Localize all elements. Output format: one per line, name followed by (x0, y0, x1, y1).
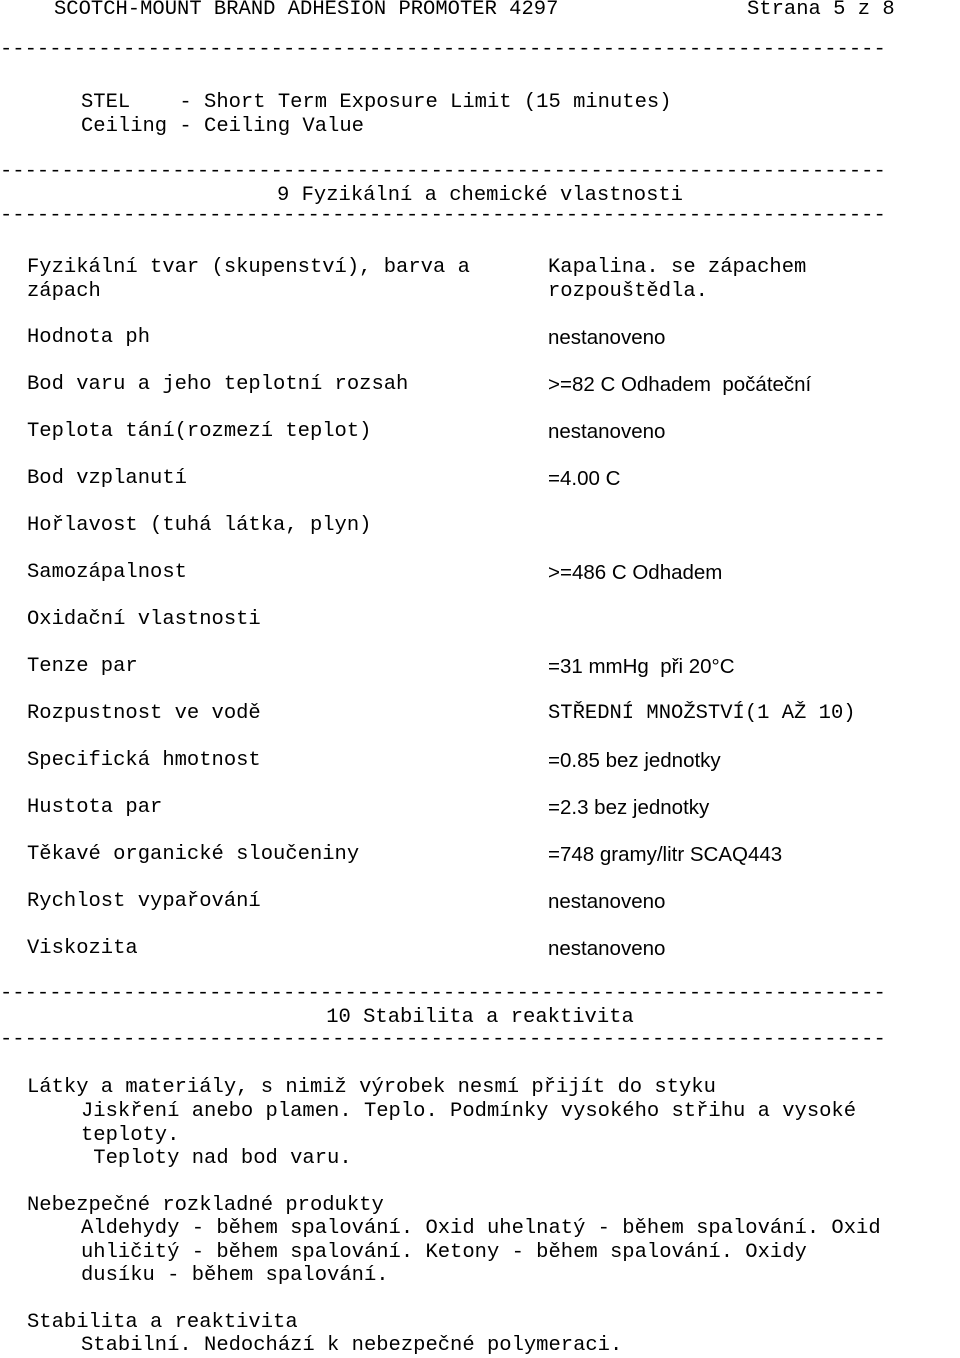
block-body: Aldehydy - během spalování. Oxid uhelnatý - během spalování. Oxid uhličitý - během spalování. Ketony - během spalování. Oxidy dusíku - během spalování. (81, 1217, 881, 1287)
property-value: Kapalina. se zápachem rozpouštědla. (548, 256, 807, 303)
document-title: SCOTCH-MOUNT BRAND ADHESION PROMOTER 4297 (54, 0, 559, 21)
property-value: =748 gramy/litr SCAQ443 (548, 843, 783, 866)
property-label: Tenze par (27, 655, 138, 678)
property-value: nestanoveno (548, 937, 666, 960)
definition-stel: STEL - Short Term Exposure Limit (15 minutes) (81, 91, 672, 114)
property-value: >=82 C Odhadem počáteční (548, 373, 812, 396)
property-label: Těkavé organické sloučeniny (27, 843, 360, 866)
block-title: Nebezpečné rozkladné produkty (27, 1194, 384, 1217)
property-value: >=486 C Odhadem (548, 561, 723, 584)
divider: ------------------------------------------------------------------------ (0, 204, 886, 227)
property-label: Oxidační vlastnosti (27, 608, 261, 631)
block-body: Stabilní. Nedochází k nebezpečné polymeraci. (81, 1334, 623, 1357)
property-label: Rozpustnost ve vodě (27, 702, 261, 725)
block-title: Stabilita a reaktivita (27, 1311, 298, 1334)
block-body: Jiskření anebo plamen. Teplo. Podmínky vysokého střihu a vysoké teploty. Teploty nad bod varu. (81, 1100, 857, 1170)
block-title: Látky a materiály, s nimiž výrobek nesmí přijít do styku (27, 1076, 716, 1099)
property-value: =4.00 C (548, 467, 621, 490)
property-value: STŘEDNÍ MNOŽSTVÍ(1 AŽ 10) (548, 702, 856, 725)
property-label: Bod vzplanutí (27, 467, 187, 490)
property-label: Bod varu a jeho teplotní rozsah (27, 373, 409, 396)
divider: ------------------------------------------------------------------------ (0, 1028, 886, 1051)
divider: ------------------------------------------------------------------------ (0, 38, 886, 61)
property-label: Samozápalnost (27, 561, 187, 584)
page-number: Strana 5 z 8 (747, 0, 895, 21)
property-label: Hustota par (27, 796, 163, 819)
property-label: Rychlost vypařování (27, 890, 261, 913)
property-value: nestanoveno (548, 420, 666, 443)
property-label: Hořlavost (tuhá látka, plyn) (27, 514, 372, 537)
property-value: nestanoveno (548, 326, 666, 349)
section-10-heading: 10 Stabilita a reaktivita (326, 1006, 634, 1029)
property-label: Hodnota ph (27, 326, 151, 349)
property-label: Fyzikální tvar (skupenství), barva a zápach (27, 256, 470, 303)
property-value: nestanoveno (548, 890, 666, 913)
property-label: Specifická hmotnost (27, 749, 261, 772)
divider: ------------------------------------------------------------------------ (0, 982, 886, 1005)
divider: ------------------------------------------------------------------------ (0, 160, 886, 183)
property-value: =31 mmHg při 20°C (548, 655, 735, 678)
definition-ceiling: Ceiling - Ceiling Value (81, 115, 364, 138)
section-9-heading: 9 Fyzikální a chemické vlastnosti (277, 184, 683, 207)
property-value: =0.85 bez jednotky (548, 749, 721, 772)
property-label: Teplota tání(rozmezí teplot) (27, 420, 372, 443)
property-value: =2.3 bez jednotky (548, 796, 710, 819)
property-label: Viskozita (27, 937, 138, 960)
